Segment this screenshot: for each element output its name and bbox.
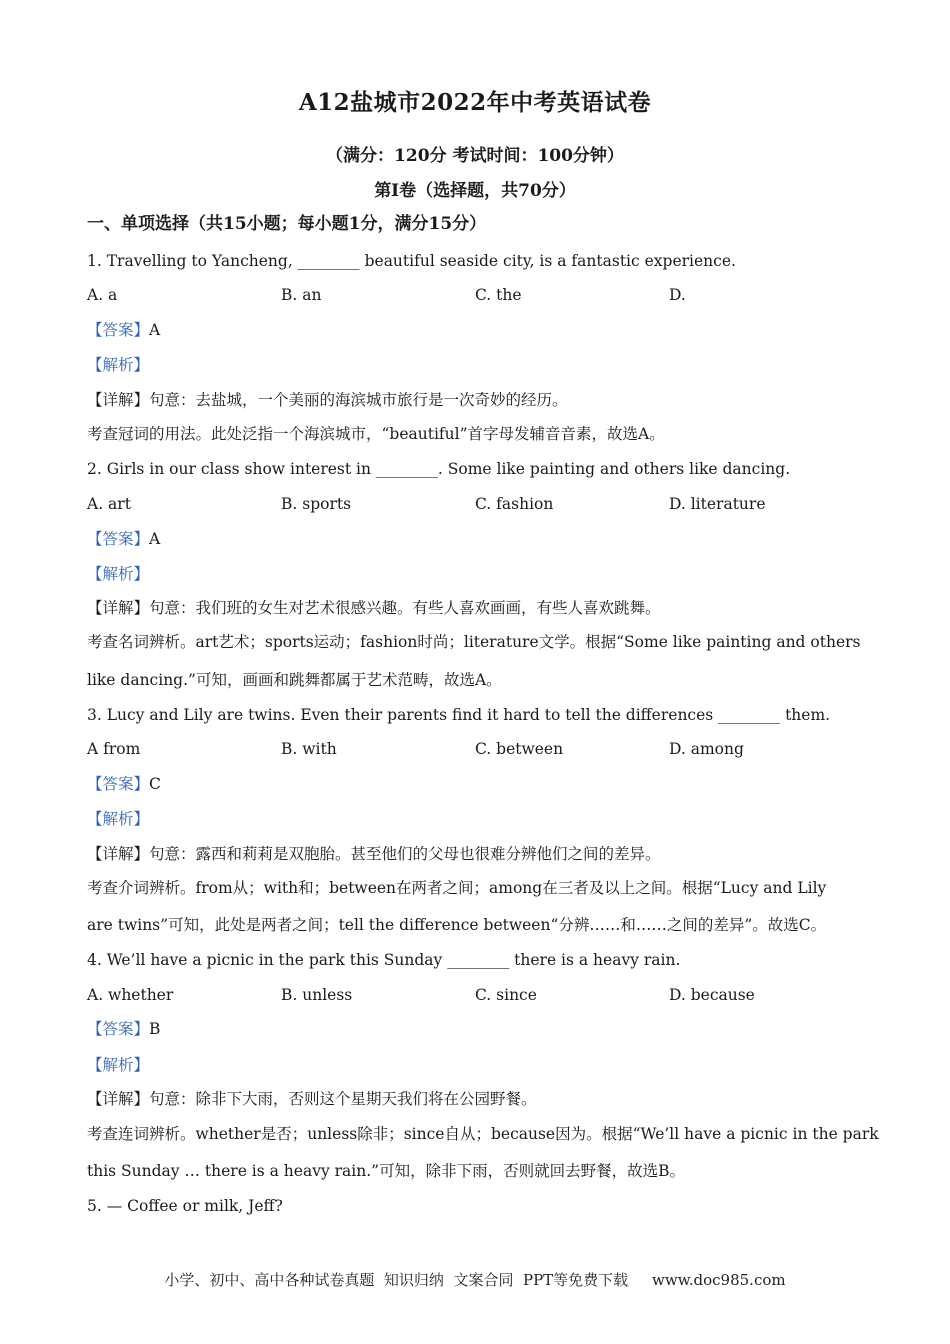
analysis-tag: 【解析】 xyxy=(87,356,150,374)
analysis-line xyxy=(87,564,149,584)
score-info: （满分：120分 考试时间：100分钟） xyxy=(326,146,624,166)
page-title: A12盐城市2022年中考英语试卷 xyxy=(298,89,652,116)
analysis-line xyxy=(87,355,149,375)
option-d: D. because xyxy=(669,986,755,1004)
option-c: C. between xyxy=(475,740,564,758)
option-b: B. sports xyxy=(281,495,352,513)
explanation-text: 考查名词辨析。art艺术；sports运动；fashion时尚；literature文学。根据“Some like painting and others xyxy=(87,633,861,651)
detail-line xyxy=(87,844,661,864)
answer-line xyxy=(87,529,160,549)
option-c: C. since xyxy=(475,986,537,1004)
option-a: A. a xyxy=(87,286,118,304)
answer-line xyxy=(87,774,161,794)
option-a: A from xyxy=(87,740,141,758)
question-stem: 2. Girls in our class show interest in ________. Some like painting and others like dancing. xyxy=(87,460,791,478)
analysis-line xyxy=(87,1055,149,1075)
option-d: D. xyxy=(669,286,686,304)
volume-title: 第I卷（选择题，共70分） xyxy=(374,181,576,201)
option-b: B. unless xyxy=(281,986,353,1004)
question-stem: 3. Lucy and Lily are twins. Even their parents find it hard to tell the differences ________ them. xyxy=(87,706,831,724)
option-d: D. among xyxy=(669,740,744,758)
answer-value: C xyxy=(149,775,161,793)
analysis-tag: 【解析】 xyxy=(87,810,150,828)
detail-line xyxy=(87,1089,537,1109)
detail-tag: 【详解】 xyxy=(87,599,150,617)
explanation-text: 考查连词辨析。whether是否；unless除非；since自从；because因为。根据“We’ll have a picnic in the park xyxy=(87,1125,879,1143)
detail-tag: 【详解】 xyxy=(87,1090,150,1108)
detail-line xyxy=(87,598,661,618)
answer-tag: 【答案】 xyxy=(87,530,150,548)
option-c: C. fashion xyxy=(475,495,554,513)
answer-tag: 【答案】 xyxy=(87,1020,150,1038)
question-stem: 5. — Coffee or milk, Jeff? xyxy=(87,1197,283,1215)
detail-text: 句意：去盐城，一个美丽的海滨城市旅行是一次奇妙的经历。 xyxy=(149,391,568,409)
answer-line xyxy=(87,320,160,340)
analysis-tag: 【解析】 xyxy=(87,1056,150,1074)
option-b: B. an xyxy=(281,286,322,304)
option-c: C. the xyxy=(475,286,522,304)
question-stem: 4. We’ll have a picnic in the park this Sunday ________ there is a heavy rain. xyxy=(87,951,681,969)
option-a: A. art xyxy=(87,495,131,513)
explanation-text: 考查介词辨析。from从；with和；between在两者之间；among在三者及以上之间。根据“Lucy and Lily xyxy=(87,879,827,897)
answer-tag: 【答案】 xyxy=(87,775,150,793)
section-title: 一、单项选择（共15小题；每小题1分，满分15分） xyxy=(87,214,487,234)
answer-line xyxy=(87,1019,160,1039)
explanation-text: like dancing.”可知，画画和跳舞都属于艺术范畴，故选A。 xyxy=(87,671,502,689)
option-b: B. with xyxy=(281,740,337,758)
footer-banner: 小学、初中、高中各种试卷真题 知识归纳 文案合同 PPT等免费下载 www.doc985.com xyxy=(164,1271,786,1289)
analysis-tag: 【解析】 xyxy=(87,565,150,583)
detail-tag: 【详解】 xyxy=(87,845,150,863)
option-a: A. whether xyxy=(87,986,174,1004)
explanation-text: this Sunday … there is a heavy rain.”可知，除非下雨，否则就回去野餐，故选B。 xyxy=(87,1162,685,1180)
answer-value: B xyxy=(149,1020,161,1038)
detail-text: 句意：我们班的女生对艺术很感兴趣。有些人喜欢画画，有些人喜欢跳舞。 xyxy=(149,599,661,617)
question-stem: 1. Travelling to Yancheng, ________ beautiful seaside city, is a fantastic experience. xyxy=(87,252,736,270)
answer-value: A xyxy=(149,321,161,339)
detail-line xyxy=(87,390,568,410)
explanation-text: 考查冠词的用法。此处泛指一个海滨城市，“beautiful”首字母发辅音音素，故选A。 xyxy=(87,425,665,443)
detail-tag: 【详解】 xyxy=(87,391,150,409)
analysis-line xyxy=(87,809,149,829)
answer-value: A xyxy=(149,530,161,548)
option-d: D. literature xyxy=(669,495,766,513)
detail-text: 句意：露西和莉莉是双胞胎。甚至他们的父母也很难分辨他们之间的差异。 xyxy=(149,845,661,863)
detail-text: 句意：除非下大雨，否则这个星期天我们将在公园野餐。 xyxy=(149,1090,537,1108)
answer-tag: 【答案】 xyxy=(87,321,150,339)
explanation-text: are twins”可知，此处是两者之间；tell the difference between“分辨……和……之间的差异”。故选C。 xyxy=(87,916,827,934)
